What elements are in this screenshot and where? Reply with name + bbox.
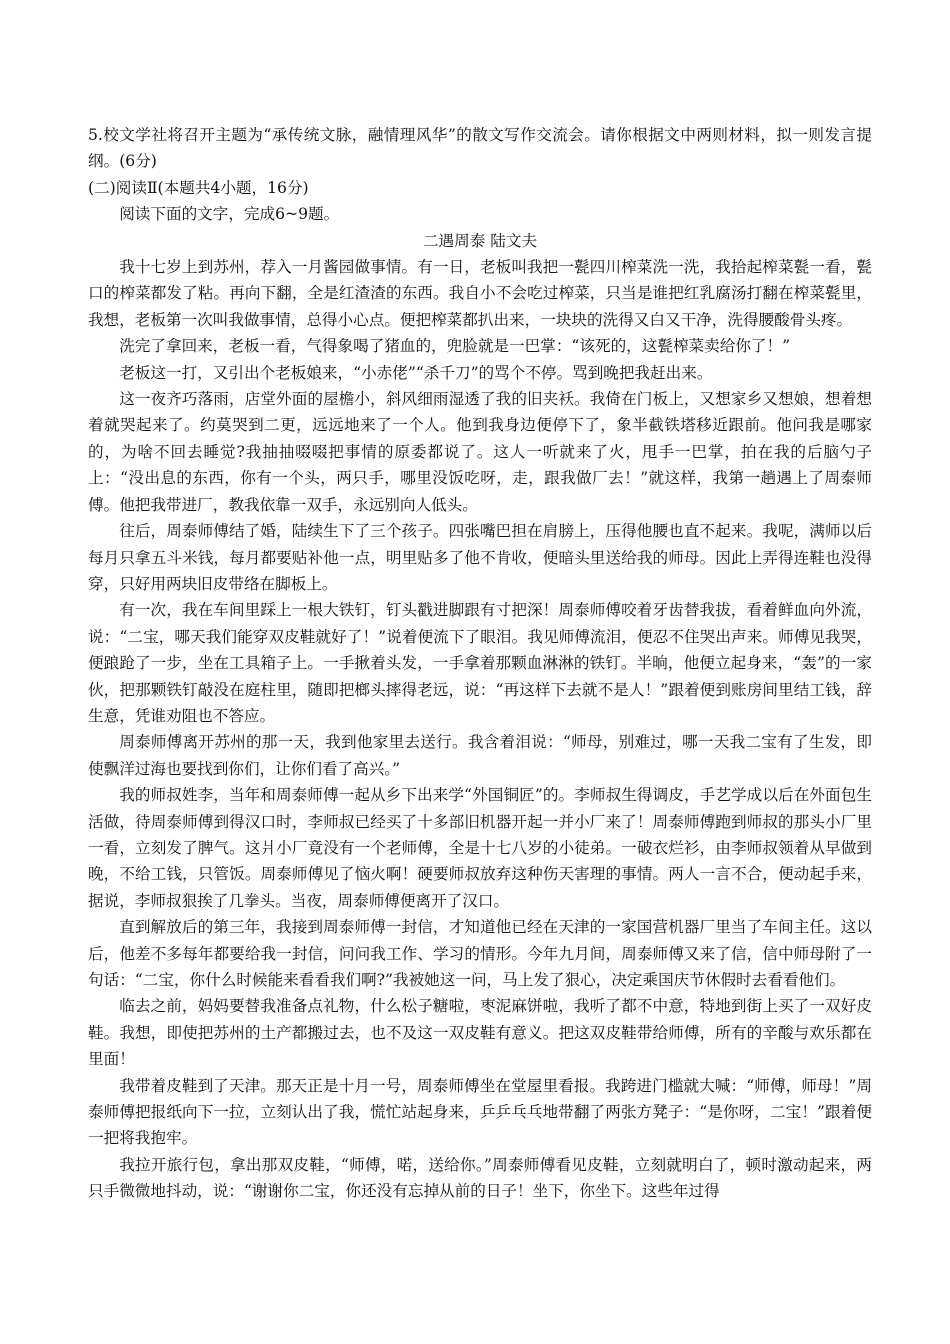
paragraph: 往后，周泰师傅结了婚，陆续生下了三个孩子。四张嘴巴担在肩膀上，压得他腰也直不起来。我呢，满师以后每月只拿五斗米钱，每月都要贴补他一点，明里贴多了他不肯收，便暗头里送给我的师母。因此上弄得连鞋也没得穿，只好用两块旧皮带络在脚板上。 xyxy=(88,522,872,593)
paragraph: 我的师叔姓李，当年和周泰师傅一起从乡下出来学“外国铜匠”的。李师叔生得调皮，手艺学成以后在外面包生活做，待周泰师傅到得汉口时，李师叔已经买了十多部旧机器开起一并小厂来了！周泰师傅跑到师叔的那头小厂里一看，立刻发了脾气。这爿小厂竟没有一个老师傅，全是十七八岁的小徒弟。一破衣烂衫，由李师叔领着从早做到晚，不给工钱，只管饭。周泰师傅见了恼火啊！硬要师叔放弃这种伤天害理的事情。两人一言不合，便动起手来，据说，李师叔狠挨了几拳头。当夜，周泰师傅便离开了汉口。 xyxy=(88,786,872,910)
paragraph: 我带着皮鞋到了天津。那天正是十月一号，周泰师傅坐在堂屋里看报。我跨进门槛就大喊：“师傅，师母！”周泰师傅把报纸向下一拉，立刻认出了我，慌忙站起身来，乒乒乓乓地带翻了两张方凳子：“是你呀，二宝！”跟着便一把将我抱牢。 xyxy=(88,1076,872,1148)
paragraph: 这一夜齐巧落雨，店堂外面的屋檐小，斜风细雨湿透了我的旧夹袄。我倚在门板上，又想家乡又想娘，想着想着就哭起来了。约莫哭到二更，远远地来了一个人。他到我身边便停下了，象半截铁塔移近跟前。他问我是哪家的，为啥不回去睡觉?我抽抽啜啜把事情的原委都说了。这人一听就来了火，甩手一巴掌，拍在我的后脑勺子上：“没出息的东西，你有一个头，两只手，哪里没饭吃呀，走，跟我做厂去！”就这样，我第一趟遇上了周泰师傅。他把我带进厂，教我依靠一双手，永远别向人低头。 xyxy=(88,390,872,514)
paragraph: 我拉开旅行包，拿出那双皮鞋，“师傅，喏，送给你。”周泰师傅看见皮鞋，立刻就明白了，顿时激动起来，两只手微微地抖动，说：“谢谢你二宝，你还没有忘掉从前的日子！坐下，你坐下。这些年过得 xyxy=(88,1155,872,1201)
paragraph: 我十七岁上到苏州，荐入一月酱园做事情。有一日，老板叫我把一甏四川榨菜洗一洗，我拾起榨菜甏一看，甏口的榨菜都发了粘。再向下翻，全是红渣渣的东西。我自小不会吃过榨菜，只当是谁把红乳腐汤打翻在榨菜甏里，我想，老板第一次叫我做事情，总得小心点。便把榨菜都扒出来，一块块的洗得又白又干净，洗得腰酸骨头疼。 xyxy=(88,258,872,329)
reading-instruction: 阅读下面的文字，完成6~9题。 xyxy=(119,205,340,224)
story-title: 二遇周泰 陆文夫 xyxy=(422,231,538,250)
paragraph: 直到解放后的第三年，我接到周泰师傅一封信，才知道他已经在天津的一家国营机器厂里当了车间主任。这以后，他差不多每年都要给我一封信，问问我工作、学习的情形。今年九月间，周泰师傅又来了信，信中师母附了一句话：“二宝，你什么时候能来看看我们啊?”我被她这一问，马上发了狠心，决定乘国庆节休假时去看看他们。 xyxy=(88,918,872,989)
paragraph: 周泰师傅离开苏州的那一天，我到他家里去送行。我含着泪说：“师母，别难过，哪一天我二宝有了生发，即使飘洋过海也要找到你们，让你们看了高兴。” xyxy=(88,733,872,778)
paragraph: 老板这一打，又引出个老板娘来，“小赤佬”“杀千刀”的骂个不停。骂到晚把我赶出来。 xyxy=(119,363,713,382)
paragraph: 临去之前，妈妈要替我准备点礼物，什么松子糖啦，枣泥麻饼啦，我听了都不中意，特地到街上买了一双好皮鞋。我想，即使把苏州的土产都搬过去，也不及这一双皮鞋有意义。把这双皮鞋带给师傅，所有的辛酸与欢乐都在里面！ xyxy=(88,997,872,1069)
paragraph: 有一次，我在车间里踩上一根大铁钉，钉头戳进脚跟有寸把深！周泰师傅咬着牙齿替我拔，看着鲜血向外流，说：“二宝，哪天我们能穿双皮鞋就好了！”说着便流下了眼泪。我见师傅流泪，便忍不住哭出声来。师傅见我哭，便踉跄了一步，坐在工具箱子上。一手揪着头发，一手拿着那颗血淋淋的铁钉。半晌，他便立起身来，“轰”的一家伙，把那颗铁钉敲没在庭柱里，随即把榔头摔得老远，说：“再这样下去就不是人！”跟着便到账房间里结工钱，辞生意，凭谁劝阻也不答应。 xyxy=(88,601,872,725)
paragraph: 洗完了拿回来，老板一看，气得象喝了猪血的，兜脸就是一巴掌：“该死的，这甏榨菜卖给你了！” xyxy=(119,337,791,356)
section-heading: (二)阅读Ⅱ(本题共4小题，16分) xyxy=(88,178,309,197)
question-5: 5.校文学社将召开主题为“承传统文脉，融情理风华”的散文写作交流会。请你根据文中两则材料，拟一则发言提纲。(6分) xyxy=(88,126,872,171)
